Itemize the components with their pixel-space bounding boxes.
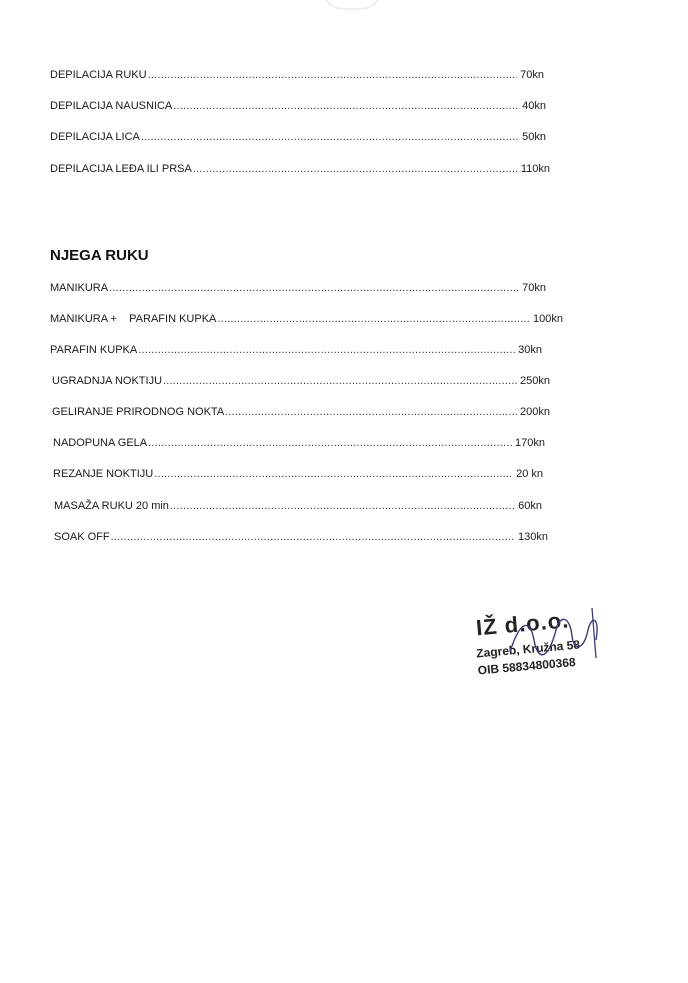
service-price: 40kn xyxy=(522,100,546,112)
dot-leader xyxy=(193,163,518,175)
service-name: MANIKURA xyxy=(50,282,109,294)
dot-leader xyxy=(138,344,515,356)
service-name: DEPILACIJA LICA xyxy=(50,131,140,143)
signature-image xyxy=(500,600,610,670)
list-item xyxy=(53,468,543,480)
service-price: 30kn xyxy=(518,344,542,356)
dot-leader xyxy=(173,100,519,112)
service-price: 60kn xyxy=(518,500,542,512)
service-price: 70kn xyxy=(520,69,544,81)
service-name: SOAK OFF xyxy=(54,531,110,543)
dot-leader xyxy=(141,131,519,143)
service-price: 130kn xyxy=(518,531,548,543)
stamp-oib: OIB 58834800368 xyxy=(477,654,577,678)
dot-leader xyxy=(170,500,515,512)
list-item xyxy=(50,69,544,81)
service-name: REZANJE NOKTIJU xyxy=(53,468,154,480)
dot-leader xyxy=(163,375,517,387)
service-name: MASAŽA RUKU 20 min xyxy=(54,500,169,512)
dot-leader xyxy=(109,282,519,294)
stamp-company-name: IŽ d.o.o. xyxy=(475,607,571,641)
list-item xyxy=(50,100,546,112)
list-item xyxy=(54,500,542,512)
service-name: PARAFIN KUPKA xyxy=(50,344,138,356)
dot-leader xyxy=(225,406,517,418)
service-price: 50kn xyxy=(522,131,546,143)
dot-leader xyxy=(148,437,512,449)
list-item xyxy=(50,313,563,325)
service-price: 250kn xyxy=(520,375,550,387)
service-price: 170kn xyxy=(515,437,545,449)
service-name: DEPILACIJA NAUSNICA xyxy=(50,100,173,112)
list-item xyxy=(50,163,550,175)
service-name: UGRADNJA NOKTIJU xyxy=(52,375,163,387)
service-price: 20 kn xyxy=(516,468,543,480)
list-item xyxy=(52,406,550,418)
service-price: 100kn xyxy=(533,313,563,325)
dot-leader xyxy=(217,313,530,325)
scan-artifact xyxy=(320,0,384,10)
list-item xyxy=(50,344,542,356)
service-name: NADOPUNA GELA xyxy=(53,437,148,449)
stamp-address: Zagreb, Kružna 58 xyxy=(475,637,581,661)
section-title: NJEGA RUKU xyxy=(50,247,149,264)
service-name: GELIRANJE PRIRODNOG NOKTA xyxy=(52,406,225,418)
service-price: 70kn xyxy=(522,282,546,294)
dot-leader xyxy=(154,468,513,480)
service-name: MANIKURA + PARAFIN KUPKA xyxy=(50,313,217,325)
list-item xyxy=(50,282,546,294)
list-item xyxy=(50,131,546,143)
list-item xyxy=(52,375,550,387)
service-name: DEPILACIJA LEĐA ILI PRSA xyxy=(50,163,192,175)
service-price: 110kn xyxy=(520,163,550,175)
service-price: 200kn xyxy=(520,406,550,418)
dot-leader xyxy=(148,69,518,81)
list-item xyxy=(54,531,548,543)
list-item xyxy=(53,437,545,449)
dot-leader xyxy=(111,531,515,543)
service-name: DEPILACIJA RUKU xyxy=(50,69,147,81)
